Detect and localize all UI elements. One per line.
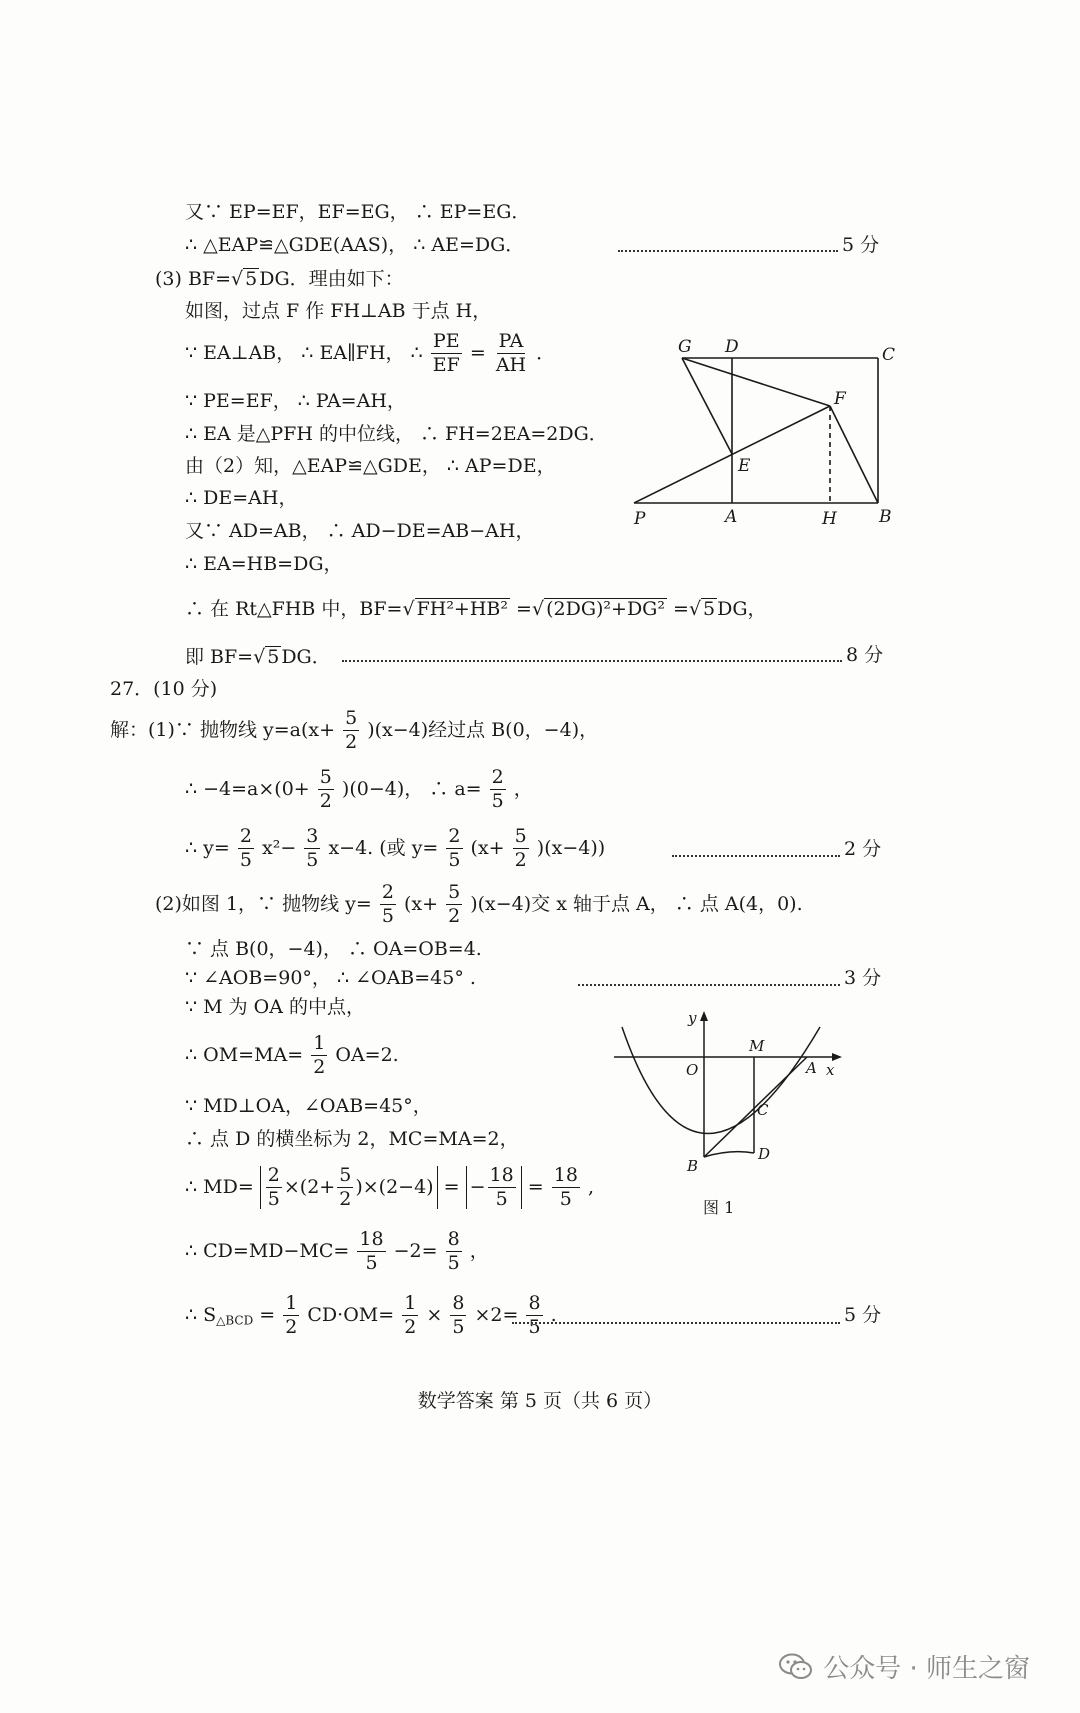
score-label: 3 分 [844, 967, 882, 989]
score-leader [672, 855, 840, 857]
proof-line-12: ∴ 在 Rt△FHB 中，BF=√ FH²+HB² =√ (2DG)²+DG² =√ 5 DG， [185, 598, 767, 620]
label-d: D [758, 1145, 771, 1163]
page-footer: 数学答案 第 5 页（共 6 页） [417, 1390, 663, 1412]
proof-line-13: 即 BF=√ 5 DG． [185, 646, 331, 668]
question-27-title: 27．(10 分) [110, 678, 218, 700]
proof-line-2: ∴ △EAP≌△GDE(AAS)， ∴ AE=DG． [185, 234, 525, 256]
part3-claim: (3) BF=√ 5 DG．理由如下： [155, 268, 404, 290]
proof-line-1: 又∵ EP=EF，EF=EG， ∴ EP=EG． [185, 201, 531, 223]
solution-line-p7: ∵ MD⊥OA，∠OAB=45°， [185, 1095, 432, 1117]
proof-line-5: ∵ EA⊥AB， ∴ EA∥FH， ∴ $\frac{PE}{EF}$ = $\frac{PA}{AH}$ ． [185, 330, 556, 376]
wechat-icon [779, 1653, 813, 1681]
solution-line-2: ∴ −4=a×(0+ $\frac{5}{2}$ )(0−4)， ∴ a= $\frac{2}{5}$ ， [185, 766, 533, 812]
segment-bd [704, 1152, 754, 1157]
x-axis-arrow [832, 1053, 842, 1061]
score-label: 5 分 [842, 234, 880, 256]
parabola-curve [622, 1027, 820, 1134]
proof-line-7: ∴ EA 是△PFH 的中位线， ∴ FH=2EA=2DG． [185, 423, 608, 445]
label-f: F [834, 389, 846, 409]
proof-line-8: 由（2）知，△EAP≌△GDE， ∴ AP=DE， [185, 455, 556, 477]
geometry-figure [620, 330, 910, 540]
proof-line-4: 如图，过点 F 作 FH⊥AB 于点 H， [185, 300, 492, 322]
fraction-pa-ah: $\frac{PA}{AH}$ [495, 330, 527, 376]
segment-ba [704, 1057, 807, 1157]
score-leader [512, 1322, 840, 1324]
label-c: C [882, 345, 896, 365]
proof-line-10: 又∵ AD=AB， ∴ AD−DE=AB−AH， [185, 520, 535, 542]
solution-part2-line: (2)如图 1，∵ 抛物线 y= $\frac{2}{5}$ (x+ $\frac{5}{2}$ )(x−4)交 x 轴于点 A， ∴ 点 A(4，0). [155, 881, 803, 927]
parabola-figure [600, 1005, 860, 1225]
figure-caption: 图 1 [703, 1198, 735, 1217]
label-o: O [686, 1061, 699, 1079]
label-b: B [879, 507, 892, 527]
label-b: B [687, 1157, 699, 1175]
label-e: E [738, 456, 751, 476]
score-label: 5 分 [844, 1304, 882, 1326]
score-label: 2 分 [844, 838, 882, 860]
label-x: x [826, 1061, 835, 1079]
solution-line-p9: ∴ MD= $\frac{2}{5}$ ×(2+ $\frac{5}{2}$ )×(2−4) = − $\frac{18}{5}$ = $\frac{18}{5}$ , [185, 1164, 595, 1210]
label-a: A [806, 1059, 817, 1077]
solution-line-p10: ∴ CD=MD−MC= $\frac{18}{5}$ −2= $\frac{8}{5}$ ， [185, 1228, 489, 1274]
proof-line-9: ∴ DE=AH， [185, 487, 298, 509]
label-p: P [634, 509, 646, 529]
score-leader [618, 250, 838, 252]
label-d: D [725, 337, 739, 357]
label-h: H [822, 509, 837, 529]
label-c: C [757, 1101, 769, 1119]
label-g: G [678, 337, 692, 357]
label-a: A [725, 507, 738, 527]
score-leader [342, 660, 842, 662]
solution-line-3: ∴ y= $\frac{2}{5}$ x²− $\frac{3}{5}$ x−4. (或 y= $\frac{2}{5}$ (x+ $\frac{5}{2}$ )(x−4)) [185, 825, 606, 871]
watermark [779, 1648, 1030, 1685]
solution-line-p11: ∴ $S_{\triangle BCD}$ = $\frac{1}{2}$ CD·OM= $\frac{1}{2}$ × $\frac{8}{5}$ ×2= $\frac{8}{5}$ . [185, 1292, 557, 1338]
label-y: y [688, 1009, 697, 1027]
solution-line-p3: ∵ 点 B(0，−4)， ∴ OA=OB=4. [185, 938, 482, 960]
score-leader [578, 984, 840, 986]
watermark-text: 公众号 · 师生之窗 [823, 1654, 1030, 1684]
fraction-pe-ef: $\frac{PE}{EF}$ [432, 330, 460, 376]
score-label: 8 分 [846, 644, 884, 666]
solution-line-1: 解：(1)∵ 抛物线 y=a(x+ $\frac{5}{2}$ )(x−4)经过点 B(0，−4)， [110, 707, 599, 753]
solution-line-p6: ∴ OM=MA= $\frac{1}{2}$ OA=2. [185, 1032, 399, 1078]
proof-line-11: ∴ EA=HB=DG， [185, 553, 343, 575]
proof-line-6: ∵ PE=EF， ∴ PA=AH， [185, 390, 406, 412]
solution-line-p4: ∵ ∠AOB=90°， ∴ ∠OAB=45° . [185, 967, 476, 989]
segment-gf [682, 358, 830, 406]
solution-line-p5: ∵ M 为 OA 的中点， [185, 996, 365, 1018]
y-axis-arrow [700, 1011, 708, 1021]
label-m: M [749, 1037, 765, 1055]
segment-fb [830, 406, 878, 503]
solution-line-p8: ∴ 点 D 的横坐标为 2，MC=MA=2， [185, 1128, 519, 1150]
